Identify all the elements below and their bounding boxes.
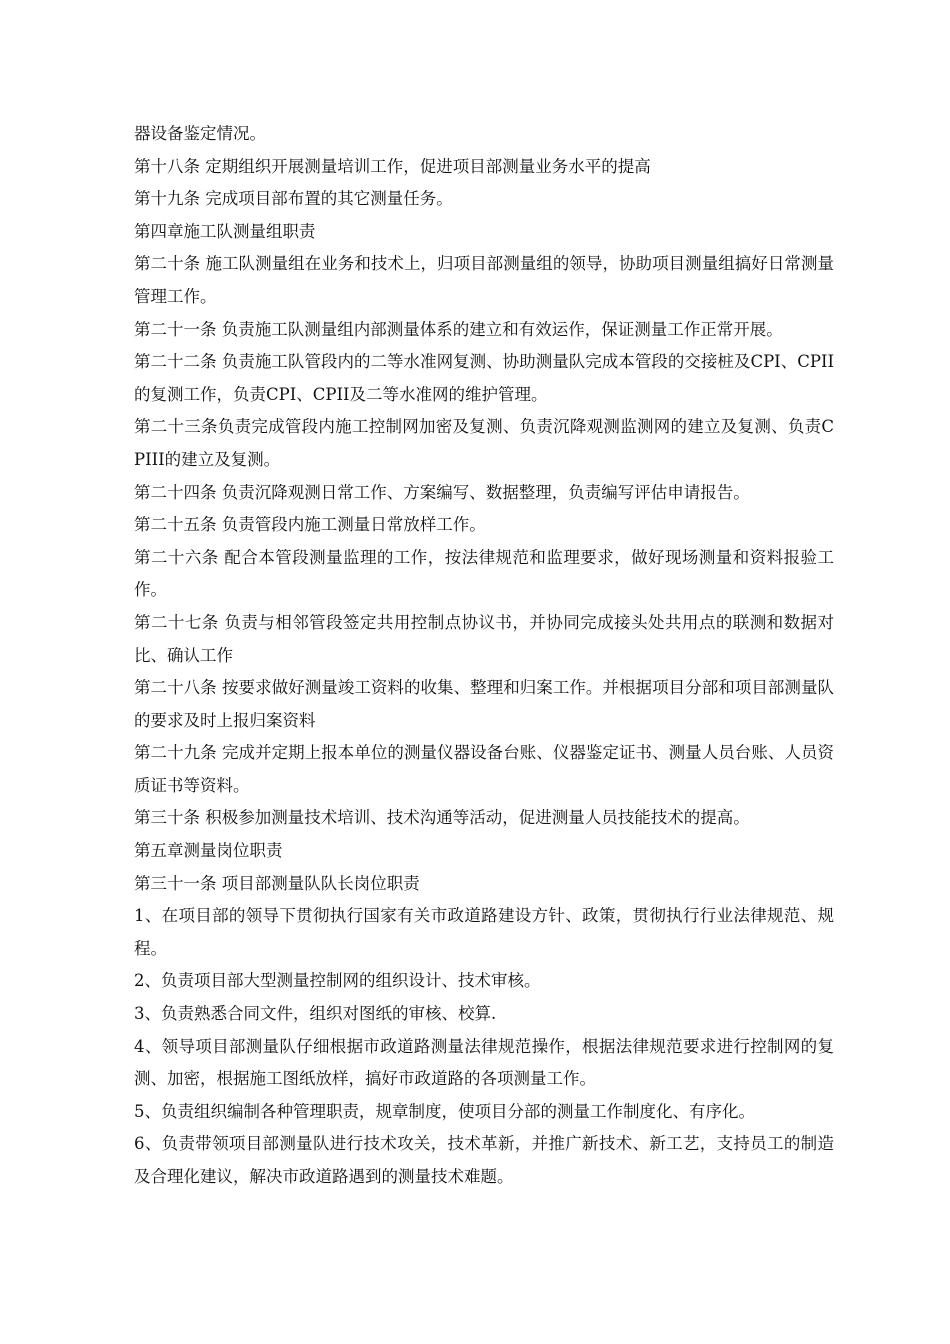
paragraph-article-20: 第二十条 施工队测量组在业务和技术上，归项目部测量组的领导，协助项目测量组搞好日常测量管理工作。: [134, 254, 834, 306]
paragraph-article-29: 第二十九条 完成并定期上报本单位的测量仪器设备台账、仪器鉴定证书、测量人员台账、人员资质证书等资料。: [134, 743, 834, 795]
list-item-2: 2、负责项目部大型测量控制网的组织设计、技术审核。: [134, 971, 541, 991]
list-item-3: 3、负责熟悉合同文件，组织对图纸的审核、校算.: [134, 1004, 497, 1024]
list-item-1: 1、在项目部的领导下贯彻执行国家有关市政道路建设方针、政策，贯彻执行行业法律规范、规程。: [134, 906, 834, 958]
paragraph-article-26: 第二十六条 配合本管段测量监理的工作，按法律规范和监理要求，做好现场测量和资料报验工作。: [134, 547, 834, 600]
paragraph-article-19: 第十九条 完成项目部布置的其它测量任务。: [134, 189, 453, 209]
list-item-4: 4、领导项目部测量队仔细根据市政道路测量法律规范操作，根据法律规范要求进行控制网的复测、加密，根据施工图纸放样，搞好市政道路的各项测量工作。: [134, 1036, 834, 1089]
paragraph-article-24: 第二十四条 负责沉降观测日常工作、方案编写、数据整理，负责编写评估申请报告。: [134, 482, 750, 502]
document-body: [134, 118, 834, 1194]
paragraph-article-21: 第二十一条 负责施工队测量组内部测量体系的建立和有效运作，保证测量工作正常开展。: [134, 319, 783, 339]
paragraph-article-30: 第三十条 积极参加测量技术培训、技术沟通等活动，促进测量人员技能技术的提高。: [134, 808, 750, 828]
paragraph-article-31: 第三十一条 项目部测量队队长岗位职责: [134, 873, 420, 893]
paragraph-article-28: 第二十八条 按要求做好测量竣工资料的收集、整理和归案工作。并根据项目分部和项目部测量队的要求及时上报归案资料: [134, 678, 834, 730]
paragraph-article-18: 第十八条 定期组织开展测量培训工作，促进项目部测量业务水平的提高: [134, 156, 651, 176]
paragraph-continuation: 器设备鉴定情况。: [134, 124, 266, 143]
chapter-5-heading: 第五章测量岗位职责: [134, 841, 283, 861]
paragraph-article-22: 第二十二条 负责施工队管段内的二等水准网复测、协助测量队完成本管段的交接桩及CPI、CPII的复测工作，负责CPI、CPII及二等水准网的维护管理。: [134, 352, 834, 404]
paragraph-article-25: 第二十五条 负责管段内施工测量日常放样工作。: [134, 515, 486, 535]
list-item-6: 6、负责带领项目部测量队进行技术攻关，技术革新，并推广新技术、新工艺，支持员工的制造及合理化建议，解决市政道路遇到的测量技术难题。: [134, 1134, 834, 1186]
paragraph-article-27: 第二十七条 负责与相邻管段签定共用控制点协议书，并协同完成接头处共用点的联测和数据对比、确认工作: [134, 612, 834, 665]
chapter-4-heading: 第四章施工队测量组职责: [134, 221, 316, 241]
paragraph-article-23: 第二十三条负责完成管段内施工控制网加密及复测、负责沉降观测监测网的建立及复测、负责CPIII的建立及复测。: [134, 417, 834, 469]
list-item-5: 5、负责组织编制各种管理职责，规章制度，使项目分部的测量工作制度化、有序化。: [134, 1101, 755, 1121]
